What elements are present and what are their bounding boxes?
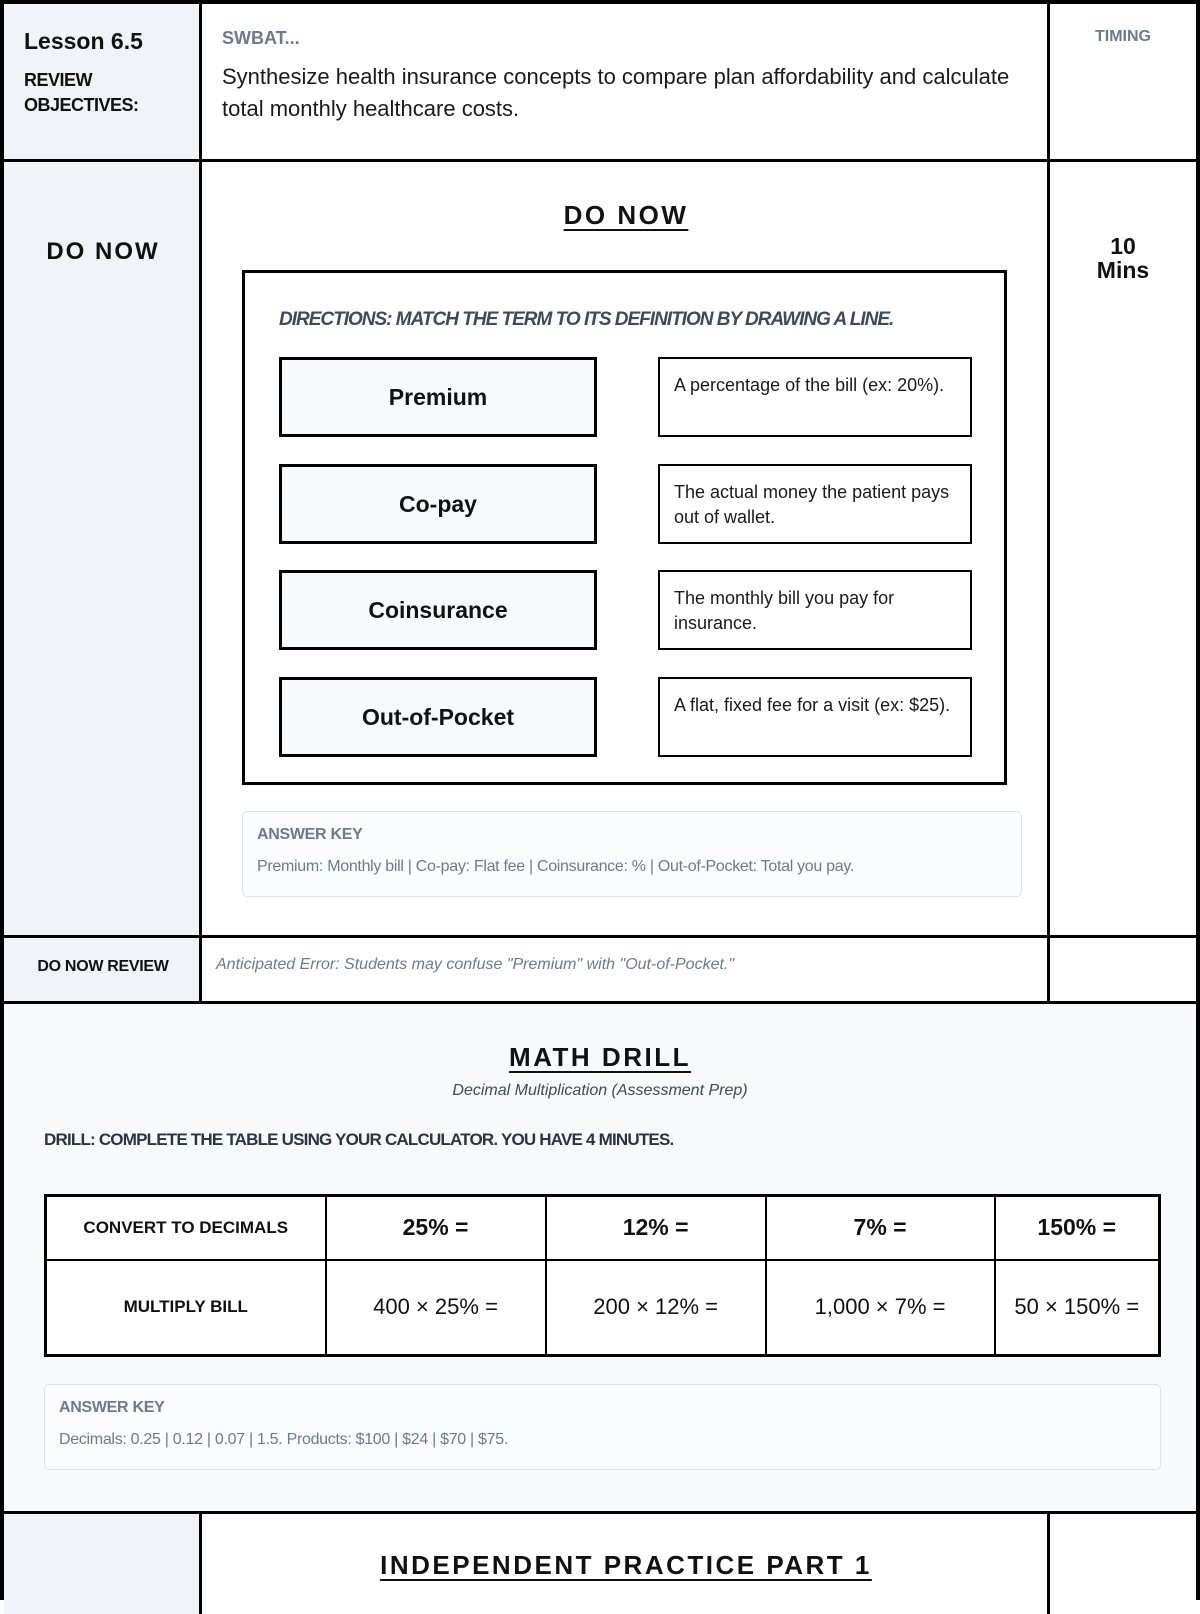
independent-practice-timing-cell (1050, 1514, 1196, 1614)
definition-item[interactable]: A flat, fixed fee for a visit (ex: $25). (658, 677, 972, 757)
independent-practice-content (202, 1514, 1050, 1614)
math-drill-heading: MATH DRILL (509, 1042, 691, 1072)
matching-activity (242, 270, 1007, 785)
swbat-label: SWBAT... (222, 28, 300, 48)
objective-text: Synthesize health insurance concepts to compare plan affordability and calculate total monthly healthcare costs. (222, 64, 1010, 121)
term-out-of-pocket[interactable]: Out-of-Pocket (279, 677, 597, 757)
do-now-answer-key (242, 811, 1022, 897)
answer-key-title: ANSWER KEY (59, 1399, 165, 1416)
review-objectives-label: REVIEW OBJECTIVES: (24, 70, 139, 115)
objectives-row (4, 4, 1196, 162)
drill-cell[interactable]: 12% = (546, 1196, 766, 1260)
timing-value: 10 Mins (1096, 233, 1150, 283)
drill-table (44, 1194, 1161, 1357)
term-copay[interactable]: Co-pay (279, 464, 597, 544)
anticipated-error-note: Anticipated Error: Students may confuse "Premium" with "Out-of-Pocket." (216, 956, 735, 973)
do-now-review-row (4, 938, 1196, 1004)
do-now-review-side-cell (4, 938, 202, 1001)
definition-item[interactable]: A percentage of the bill (ex: 20%). (658, 357, 972, 437)
drill-cell[interactable]: 1,000 × 7% = (766, 1260, 995, 1356)
answer-key-text: Premium: Monthly bill | Co-pay: Flat fee | Coinsurance: % | Out-of-Pocket: Total you pay. (257, 858, 854, 875)
do-now-side-label: DO NOW (46, 238, 160, 265)
do-now-timing (1050, 234, 1196, 282)
do-now-review-content (202, 938, 1050, 1001)
lesson-number: Lesson 6.5 (24, 28, 143, 54)
table-row (46, 1196, 1160, 1260)
answer-key-title: ANSWER KEY (257, 826, 363, 843)
do-now-heading: DO NOW (563, 200, 689, 230)
table-row (46, 1260, 1160, 1356)
drill-cell[interactable]: 400 × 25% = (326, 1260, 546, 1356)
definition-item[interactable]: The actual money the patient pays out of wallet. (658, 464, 972, 544)
objective-cell (202, 4, 1050, 159)
do-now-review-label: DO NOW REVIEW (37, 958, 169, 975)
do-now-content (202, 162, 1050, 935)
matching-directions: DIRECTIONS: MATCH THE TERM TO ITS DEFINITION BY DRAWING A LINE. (279, 309, 894, 330)
do-now-review-timing-cell (1050, 938, 1196, 1001)
timing-header-cell (1050, 4, 1196, 159)
row-header-multiply: MULTIPLY BILL (46, 1260, 326, 1356)
drill-cell[interactable]: 200 × 12% = (546, 1260, 766, 1356)
term-coinsurance[interactable]: Coinsurance (279, 570, 597, 650)
drill-cell[interactable]: 150% = (995, 1196, 1160, 1260)
math-drill-answer-key (44, 1384, 1161, 1470)
answer-key-text: Decimals: 0.25 | 0.12 | 0.07 | 1.5. Products: $100 | $24 | $70 | $75. (59, 1431, 508, 1448)
drill-cell[interactable]: 7% = (766, 1196, 995, 1260)
drill-cell[interactable]: 25% = (326, 1196, 546, 1260)
timing-label: TIMING (1095, 28, 1151, 45)
lesson-info-cell (4, 4, 202, 159)
independent-practice-side-cell (4, 1514, 202, 1614)
row-header-convert: CONVERT TO DECIMALS (46, 1196, 326, 1260)
math-drill-subtitle: Decimal Multiplication (Assessment Prep) (452, 1082, 748, 1099)
do-now-row (4, 162, 1196, 938)
independent-practice-row (4, 1514, 1196, 1614)
drill-cell[interactable]: 50 × 150% = (995, 1260, 1160, 1356)
do-now-timing-cell (1050, 162, 1196, 935)
independent-practice-heading: INDEPENDENT PRACTICE PART 1 (380, 1550, 872, 1580)
math-drill-section (4, 1004, 1196, 1514)
term-premium[interactable]: Premium (279, 357, 597, 437)
definition-item[interactable]: The monthly bill you pay for insurance. (658, 570, 972, 650)
drill-instructions: DRILL: COMPLETE THE TABLE USING YOUR CALCULATOR. YOU HAVE 4 MINUTES. (44, 1130, 674, 1149)
do-now-side-cell (4, 162, 202, 935)
